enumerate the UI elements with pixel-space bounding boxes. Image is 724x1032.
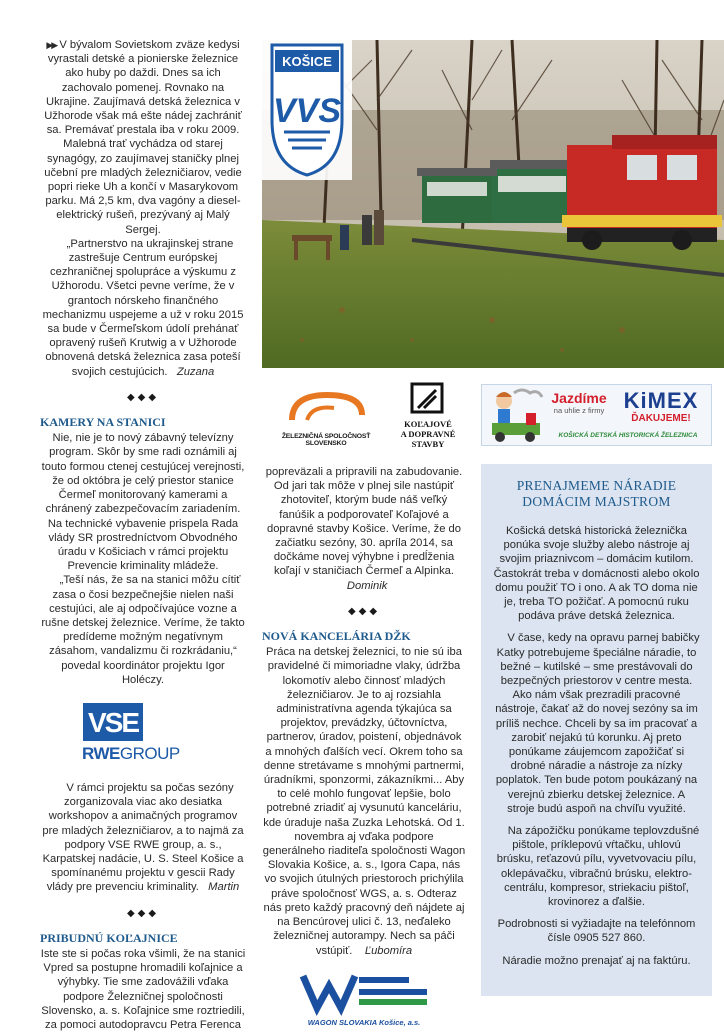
svg-text:VSE: VSE [87, 706, 139, 738]
kancelaria-text: Práca na detskej železnici, to nie sú iba pravidelné či mimoriadne vlaky, údržba lokomotív alebo činnosť mladých železničiarov. Je to aj rozsiahla administratívna agenda týkajúca sa projektov, prevádzky, účtovníctva, partnerov, úradov, poistení, objednávok a mnohých ďalších vecí. Okrem toho sa denne stretávame s mnohými partnermi, úradníkmi, sponzormi, zákazníkmi... Aby to celé mohlo fungovať lepšie, bolo potrebné zriadiť aj vysunutú kanceláriu, kde úraduje naša Zuzka Lehotská. Od 1. novembra aj vďaka podpore generálneho riaditeľa spoločnosti Wagon Slovakia Košice, a. s., Igora Capa, nás vo svojich útulných priestoroch prichýlila práve spoločnosť WGS, a. s. Odteraz nás preto každý pracovný deň nájdete aj na Bencúrovej ulici č. 13, neďaleko železničnej autorampy. Nech sa páči vstúpiť. [262, 646, 466, 957]
box-paragraph-1: Košická detská historická železnička ponúka svoje služby alebo nástroje aj svojim priaznivcom – domácim kutilom. Častokrát treba v domácnosti alebo okolo domu použiť TO i ono. A ak TO doma nie je, treba TO požičať. A pomocnú ruku podáva práve detská železnica. [493, 525, 700, 623]
kimex-logo-block: KiMEX ĎAKUJEME! [616, 389, 706, 424]
partnership-text: „Partnerstvo na ukrajinskej strane zastrešuje Centrum európskej cezhraničnej spolupráce a výskumu z Užhorodu. Všetci pevne veríme, že v grantoch nórskeho finančného mechanizmu uspejeme a už v roku 2015 sa bude v Čermeľskom údolí prehánať opravený rušeň Krutwig a v Užhorode obnovená detská železnica zasa poteší svojich cestujúcich. [42, 237, 244, 378]
kancelaria-paragraph [262, 645, 466, 957]
box-title: PRENAJMEME NÁRADIE DOMÁCIM MAJSTROM [516, 478, 677, 509]
signature-martin: Martin [208, 881, 240, 894]
boy-on-train-icon [486, 387, 546, 445]
section-divider: ◆◆◆ [126, 907, 160, 919]
signature-lubomira: Ľubomíra [364, 944, 413, 957]
vse-logo-mark [83, 703, 143, 741]
kdhz-text: KOŠICKÁ DETSKÁ HISTORICKÁ ŽELEZNICA [558, 432, 698, 439]
projekt-text: V rámci projektu sa počas sezóny zorganizovala viac ako desiatka workshopov a animačných programov pre mladých železničiarov, a to najmä za podpory VSE RWE group, a. s., Karpatskej nadácie, U. S. Steel Košice a spomínanému projektu v gescii Rady vlády pre prevenciu kriminality. [42, 781, 244, 894]
wagon-slovakia-logo [299, 972, 429, 1030]
partnership-paragraph [40, 237, 246, 379]
projekt-paragraph [40, 781, 246, 895]
kds-text: KOĽAJOVÉ A DOPRAVNÉ STAVBY [400, 419, 456, 449]
double-arrow-icon: ▶▶ [46, 40, 57, 50]
heading-kancelaria: NOVÁ KANCELÁRIA DŽK [262, 629, 411, 644]
kolajnice-text: popreväzali a pripravili na zabudovanie. Od jari tak môže v plnej sile nastúpiť zhotoviteľ, ktorým bude náš veľký fanúšik a podporovateľ Koľajové a dopravné stavby Košice. Veríme, že do začiatku sezóny, 30. apríla 2014, sa dočkáme novej výhybne i predĺženia koľají v staničiach Čermeľ a Alpinka. [265, 466, 463, 578]
vvs-ring-text [262, 40, 263, 41]
box-paragraph-3: Na zápožičku ponúkame teplovzdušné pištole, príklepovú vŕtačku, uhlovú brúsku, reťazovú pílu, vyvetvovaciu pílu, oklepávačku, vibračnú brúsku, elektro-centrálu, kompresor, striekaciu pištoľ, krovinorez a ďalšie. [496, 825, 700, 909]
intro-text: V bývalom Sovietskom zväze kedysi vyrastali detské a pionierske železnice ako huby po daždi. Dnes sa ich zachovalo pomenej. Rovnako na Ukrajine. Zaujímavá detská železnica v Užhorode však má ešte nádej zachrániť sa. Premávať prestala iba v roku 2009. Malebná trať vychádza od starej synagógy, zo zaujímavej staničky plnej učební pre mladých železničiarov, vedie popri rieke Uh a končí v Masarykovom parku. Má 2,5 km, dva vagóny a diesel-elektrický rušeň, prezývaný aj Malý Sergej. [44, 39, 242, 236]
zssk-text: ŽELEZNIČNÁ SPOLOČNOSŤ SLOVENSKO [281, 433, 371, 447]
left-column [40, 38, 246, 1032]
svg-text:KOŠICE: KOŠICE [282, 54, 332, 69]
signature-zuzana: Zuzana [176, 365, 215, 378]
svg-text:VVS: VVS [272, 92, 342, 130]
section-divider: ◆◆◆ [347, 605, 381, 617]
pribudnu-paragraph: Iste ste si počas roka všimli, že na stanici Vpred sa postupne hromadili koľajnice a výhybky. Tie sme zadovážili vďaka podpore Železničnej spoločnosti Slovensko, a. s. Koľajnice sme roztriedili, za pomoci autodopravcu Petra Ferenca [40, 947, 246, 1031]
rwe-group-text: RWEGROUP [82, 743, 180, 763]
kamery-paragraph: Nie, nie je to nový zábavný televízny program. Skôr by sme radi oznámili aj touto formou ctenej cestujúcej verejnosti, že od októbra je celý priestor stanice Čermeľ monitorovaný kamerami a chránený zabezpečovacím zariadením. Na technické vybavenie prispela Rada vlády SR prostredníctvom Obvodného úradu v Košiciach v rámci projektu Prevencie kriminality mládeže. [41, 432, 245, 573]
kds-mark-icon [410, 382, 446, 414]
vvs-shield-icon [262, 40, 352, 180]
signature-dominik: Dominik [346, 579, 388, 592]
kimex-logo: KiMEX [623, 388, 699, 413]
box-paragraph-4: Podrobnosti si vyžiadajte na telefónnom čísle 0905 527 860. [497, 918, 696, 945]
middle-column [262, 465, 466, 1030]
heading-pribudnu: PRIBUDNÚ KOĽAJNICE [40, 930, 178, 945]
box-paragraph-5: Náradie možno prenajať aj na faktúru. [502, 954, 691, 967]
kds-logo [398, 382, 458, 452]
box-paragraph-2: V čase, kedy na opravu parnej babičky Katky potrebujeme špeciálne náradie, to bežné – kutilské – sme prestávovali do bezpečných priestorov v centre mesta. Ako nám však prezradili pracovné nástroje, čakať až do novej sezóny sa im príliš nechce. Chceli by sa im pracovať a zarobiť nejakú tú korunku. Aj preto ponúkame záujemcom zapožičať si drobné náradie a nástroje za nízky poplatok. Ten bude potom poukázaný na verejnú zbierku detskej železnice. A stroje budú aspoň na chvíľu využité. [495, 632, 700, 815]
heading-kamery: KAMERY NA STANICI [40, 415, 166, 430]
zssk-logo [272, 390, 380, 447]
intro-paragraph [40, 38, 246, 237]
wagon-slovakia-mark-icon [299, 972, 429, 1012]
section-divider: ◆◆◆ [126, 391, 160, 403]
wagon-slovakia-text: WAGON SLOVAKIA Košice, a.s. [307, 1017, 421, 1027]
rent-tools-box [481, 464, 712, 996]
vvs-kosice-logo [262, 40, 352, 180]
jazdime-block: Jazdíme na uhlie z firmy [551, 390, 607, 415]
kamery-quote: „Teší nás, že sa na stanici môžu cítiť zasa o čosi bezpečnejšie nielen naši cestujúci, ale aj odpočívajúce vozne a rušne detskej železnice. Veríme, že takto predídeme možným negatívnym zásahom, vandalizmu či rozkrádaniu,“ povedal koordinátor projektu Igor Holéczy. [41, 574, 245, 686]
vse-rwe-logo [40, 697, 246, 775]
kimex-banner [481, 384, 712, 446]
zssk-swoosh-icon [272, 390, 380, 430]
koľajnice-continuation [262, 465, 466, 593]
